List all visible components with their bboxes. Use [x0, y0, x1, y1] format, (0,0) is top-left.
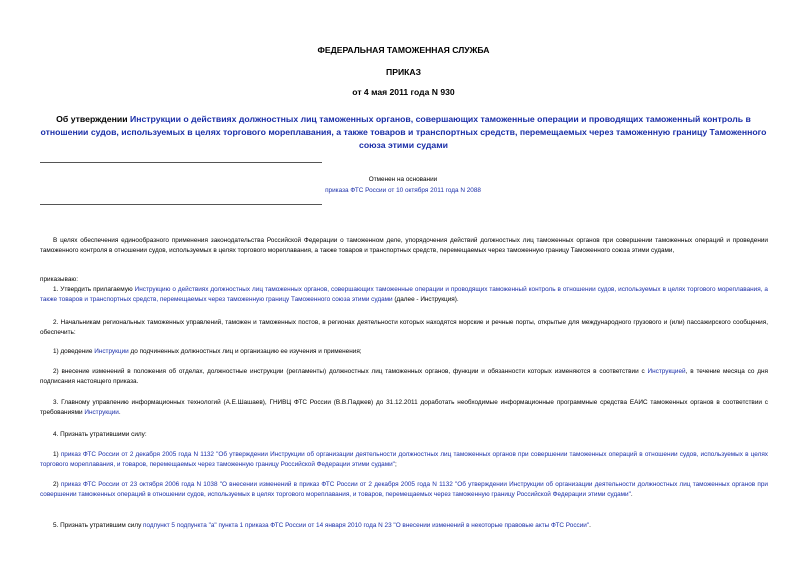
intro-paragraph: В целях обеспечения единообразного применения законодательства Российской Федерации о таможенном деле, упорядочения действий должностных лиц таможенных органов при совершении таможенных операций и проведении таможенного контроля в отношении судов, используемых в целях торгового мореплавания, а также товаров и транспортных средств, перемещаемых через таможенную границу Таможенного союза этими судами,: [40, 237, 768, 254]
item-2: 2. Начальникам региональных таможенных управлений, таможен и таможенных постов, в регионах деятельности которых находятся морские и речные порты, открытые для международного грузового и (или) пассажирского сообщения, обеспечить:: [40, 319, 768, 336]
item-2-2-text: 2) внесение изменений в положения об отделах, должностные инструкции (регламенты) должностных лиц таможенных органов, функции и обязанности которых изменяются в соответствии с: [53, 368, 648, 375]
item-2-2: [40, 367, 768, 387]
item-5-link[interactable]: подпункт 5 подпункта "а" пункта 1 приказа ФТС России от 14 января 2010 года N 23 "О внесении изменений в некоторые правовые акты ФТС России": [143, 522, 590, 529]
item-4-2-text: 2): [53, 481, 61, 488]
order-word: приказываю:: [40, 276, 78, 283]
item-2-1-text: 1) доведение: [53, 348, 95, 355]
cancellation-note: Отменен на основании: [368, 176, 438, 183]
cancellation-link-line: [40, 187, 766, 194]
title-instruction-link[interactable]: Инструкции о действиях должностных лиц таможенных органов, совершающих таможенные операции и проводящих таможенный контроль в отношении судов, используемых в целях торгового мореплавания, а также товаров и транспортных средств, перемещаемых через таможенную границу Таможенного союза этими судами: [40, 114, 767, 150]
item-2-2-suffix: , в течение месяца со дня подписания настоящего приказа.: [40, 368, 769, 385]
item-4-1-text: 1): [53, 451, 61, 458]
divider-top: [40, 162, 322, 163]
divider-bottom: [40, 204, 322, 205]
document-title: [40, 113, 767, 152]
cancellation-link[interactable]: приказа ФТС России от 10 октября 2011 года N 2088: [325, 187, 481, 194]
item-1: [40, 285, 768, 305]
item-4-1-suffix: ;: [394, 461, 397, 468]
item-4-2-link[interactable]: приказ ФТС России от 23 октября 2006 года N 1038 "О внесении изменений в приказ ФТС России от 2 декабря 2005 года N 1132 "Об утверждении Инструкции об организации деятельности должностных лиц таможенных органов при совершении таможенных операций в отношении судов, используемых в целях торгового мореплавания, и товаров, перемещаемых через таможенную границу Российской Федерации этими судами": [40, 481, 768, 498]
title-prefix: Об утверждении: [56, 114, 130, 124]
item-5-text: 5. Признать утратившим силу: [53, 522, 144, 529]
item-3-link[interactable]: Инструкции: [84, 409, 119, 416]
document-date-number: от 4 мая 2011 года N 930: [352, 87, 455, 97]
item-3-suffix: .: [118, 409, 121, 416]
item-1-suffix: (далее - Инструкция).: [392, 296, 459, 303]
document-type: ПРИКАЗ: [386, 67, 421, 77]
item-4-1-link[interactable]: приказ ФТС России от 2 декабря 2005 года N 1132 "Об утверждении Инструкции об организации деятельности должностных лиц таможенных органов при совершении таможенных операций в отношении судов, используемых в целях торгового мореплавания, и товаров, перемещаемых через таможенную границу Российской Федерации этими судами": [40, 451, 768, 468]
item-5-suffix: .: [589, 522, 591, 529]
item-2-1-suffix: до подчиненных должностных лиц и организацию ее изучения и применения;: [128, 348, 362, 355]
item-4: 4. Признать утратившими силу:: [53, 431, 147, 438]
item-1-text: 1. Утвердить прилагаемую: [53, 286, 135, 293]
item-1-instruction-link[interactable]: Инструкцию о действиях должностных лиц таможенных органов, совершающих таможенные операции и проводящих таможенный контроль в отношении судов, используемых в целях торгового мореплавания, а также товаров и транспортных средств, перемещаемых через таможенную границу Таможенного союза этими судами: [40, 286, 768, 303]
item-4-2: [40, 480, 768, 500]
item-3: [40, 398, 768, 418]
item-5: [40, 521, 768, 531]
agency-heading: ФЕДЕРАЛЬНАЯ ТАМОЖЕННАЯ СЛУЖБА: [317, 45, 490, 55]
item-3-text: 3. Главному управлению информационных технологий (А.Е.Шашаев), ГНИВЦ ФТС России (В.В.Паджев) до 31.12.2011 доработать необходимые информационные программные средства ЕАИС таможенных органов в соответствии с требованиями: [40, 399, 768, 416]
item-2-2-link[interactable]: Инструкцией: [647, 368, 686, 375]
item-2-1: [40, 347, 768, 357]
item-4-2-suffix: .: [630, 491, 633, 498]
item-4-1: [40, 450, 768, 470]
item-2-1-link[interactable]: Инструкции: [94, 348, 129, 355]
